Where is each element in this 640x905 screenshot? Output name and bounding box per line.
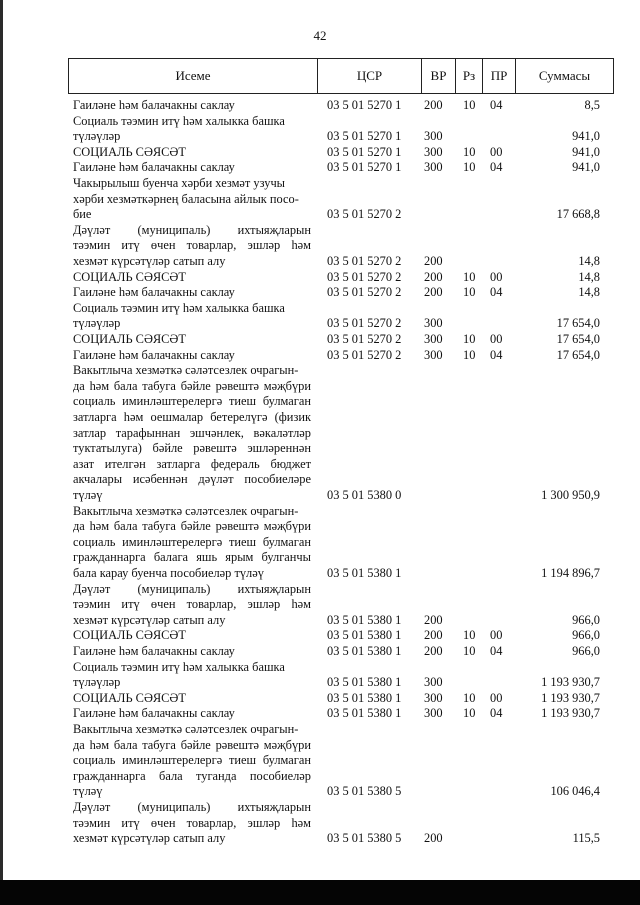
table-row [0, 192, 640, 207]
table-row [0, 472, 640, 487]
cell-vr: 300 [424, 144, 443, 159]
cell-csr: 03 5 01 5380 1 [327, 675, 402, 690]
cell-csr: 03 5 01 5270 2 [327, 285, 402, 300]
cell-name: тәэмин итү өчен товарлар, эшләр һәм [73, 238, 311, 253]
header-csr: ЦСР [317, 59, 421, 93]
cell-vr: 200 [424, 269, 443, 284]
table-row [0, 363, 640, 378]
cell-name: гражданнарга бала туганда пособиеләр [73, 768, 311, 783]
table-row [0, 691, 640, 706]
table-row [0, 426, 640, 441]
cell-sum: 17 654,0 [556, 347, 600, 362]
cell-sum: 941,0 [572, 144, 600, 159]
cell-name: түләүләр [73, 316, 121, 331]
cell-sum: 966,0 [572, 644, 600, 658]
cell-csr: 03 5 01 5270 2 [327, 347, 402, 362]
cell-name: Гаиләне һәм балачакны саклау [73, 160, 235, 175]
table-row [0, 301, 640, 316]
cell-name: социаль иминләштерелергә тиеш булмаган [73, 753, 311, 768]
cell-vr: 300 [424, 675, 443, 690]
header-pr: ПР [482, 59, 515, 93]
cell-name: социаль иминләштерелергә тиеш булмаган [73, 534, 311, 549]
table-row [0, 831, 640, 846]
cell-csr: 03 5 01 5270 1 [327, 160, 402, 175]
table-row [0, 316, 640, 331]
cell-name: Вакытлыча хезмәткә сәләтсезлек очрагын- [73, 363, 299, 378]
table-row [0, 410, 640, 425]
table-row [0, 660, 640, 675]
table-row [0, 176, 640, 191]
cell-name: хезмәт күрсәтүләр сатып алу [73, 831, 226, 846]
cell-sum: 115,5 [572, 831, 600, 846]
table-row [0, 519, 640, 534]
cell-name: хезмәт күрсәтүләр сатып алу [73, 254, 226, 268]
table-row [0, 706, 640, 721]
cell-pr: 04 [490, 285, 503, 300]
cell-name: социаль иминләштерелергә тиеш булмаган [73, 394, 311, 409]
cell-sum: 966,0 [572, 628, 600, 643]
cell-name: тәэмин итү өчен товарлар, эшләр һәм [73, 597, 311, 612]
cell-name: затларга һәм оешмалар бетерелүгә (физик [73, 410, 311, 424]
cell-rz: 10 [463, 706, 476, 721]
cell-name: да һәм бала табуга бәйле рәвештә мәҗбүри [73, 737, 311, 752]
cell-rz: 10 [463, 690, 476, 705]
cell-pr: 00 [490, 332, 503, 346]
cell-csr: 03 5 01 5380 1 [327, 628, 402, 643]
cell-sum: 941,0 [572, 160, 600, 175]
cell-sum: 106 046,4 [550, 784, 600, 799]
table-row [0, 332, 640, 347]
table-row [0, 582, 640, 597]
cell-pr: 04 [490, 160, 503, 175]
table-row [0, 207, 640, 222]
table-row [0, 784, 640, 799]
cell-vr: 300 [424, 347, 443, 362]
table-row [0, 223, 640, 238]
cell-sum: 1 193 930,7 [541, 690, 600, 705]
table-row [0, 722, 640, 737]
table-row [0, 441, 640, 456]
cell-vr: 300 [424, 316, 443, 331]
cell-name: СОЦИАЛЬ СӘЯСӘТ [73, 628, 186, 643]
cell-sum: 14,8 [578, 285, 600, 300]
cell-name: СОЦИАЛЬ СӘЯСӘТ [73, 269, 186, 284]
header-sum: Суммасы [515, 59, 613, 93]
table-row [0, 98, 640, 113]
cell-csr: 03 5 01 5380 1 [327, 644, 402, 658]
table-header [68, 58, 614, 94]
table-row [0, 160, 640, 175]
cell-csr: 03 5 01 5270 2 [327, 332, 402, 346]
cell-vr: 300 [424, 706, 443, 721]
table-row [0, 644, 640, 659]
cell-csr: 03 5 01 5380 5 [327, 831, 402, 846]
cell-rz: 10 [463, 144, 476, 159]
cell-rz: 10 [463, 98, 476, 112]
cell-vr: 200 [424, 831, 443, 846]
cell-vr: 300 [424, 160, 443, 175]
page-number: 42 [313, 28, 327, 43]
cell-name: да һәм бала табуга бәйле рәвештә мәҗбүри [73, 378, 311, 393]
cell-name: СОЦИАЛЬ СӘЯСӘТ [73, 144, 186, 159]
cell-csr: 03 5 01 5270 2 [327, 269, 402, 284]
table-row [0, 800, 640, 815]
cell-name: СОЦИАЛЬ СӘЯСӘТ [73, 332, 186, 346]
cell-rz: 10 [463, 332, 476, 346]
cell-name: туктатылуга) бәйле рәвештә эшләреннән [73, 441, 311, 456]
cell-rz: 10 [463, 347, 476, 362]
cell-name: Дәүләт (муниципаль) ихтыяҗларын [73, 581, 311, 596]
cell-vr: 200 [424, 644, 443, 658]
table-row [0, 504, 640, 519]
cell-name: акчалары исәбеннән дәүләт пособиеләре [73, 472, 311, 487]
cell-rz: 10 [463, 160, 476, 175]
table-row [0, 348, 640, 363]
cell-sum: 1 300 950,9 [541, 488, 600, 502]
table-row [0, 457, 640, 472]
cell-name: Социаль тәэмин итү һәм халыкка башка [73, 659, 285, 674]
table-row [0, 550, 640, 565]
header-rz: Рз [455, 59, 482, 93]
table-row [0, 254, 640, 269]
cell-csr: 03 5 01 5270 1 [327, 144, 402, 159]
cell-csr: 03 5 01 5270 1 [327, 129, 402, 144]
table-row [0, 738, 640, 753]
cell-sum: 14,8 [578, 254, 600, 268]
cell-name: түләүләр [73, 675, 121, 690]
cell-name: СОЦИАЛЬ СӘЯСӘТ [73, 690, 186, 705]
cell-name: хәрби хезмәткәрнең баласына айлык посо- [73, 191, 299, 206]
cell-sum: 1 193 930,7 [541, 675, 600, 690]
cell-name: гражданнарга балага яшь ярым булганчы [73, 550, 311, 565]
scan-bottom-edge [0, 880, 640, 905]
cell-csr: 03 5 01 5380 0 [327, 488, 402, 502]
cell-name: бала карау буенча пособиеләр түләү [73, 566, 264, 580]
table-row [0, 566, 640, 581]
cell-sum: 17 654,0 [556, 316, 600, 331]
cell-vr: 200 [424, 612, 443, 627]
cell-pr: 00 [490, 690, 503, 705]
cell-vr: 200 [424, 254, 443, 268]
cell-vr: 300 [424, 690, 443, 705]
table-row [0, 535, 640, 550]
table-row [0, 379, 640, 394]
table-row [0, 285, 640, 300]
cell-sum: 8,5 [584, 98, 600, 112]
cell-name: Вакытлыча хезмәткә сәләтсезлек очрагын- [73, 722, 299, 736]
cell-name: тәэмин итү өчен товарлар, эшләр һәм [73, 815, 311, 830]
table-row [0, 816, 640, 831]
cell-sum: 17 668,8 [556, 207, 600, 222]
table-row [0, 753, 640, 768]
cell-name: Социаль тәэмин итү һәм халыкка башка [73, 300, 285, 315]
table-row [0, 597, 640, 612]
cell-name: Гаиләне һәм балачакны саклау [73, 98, 235, 112]
table-row [0, 394, 640, 409]
cell-vr: 200 [424, 285, 443, 300]
cell-name: затлар тарафыннан эшчәнлек, вәкаләтләр [73, 425, 311, 440]
cell-pr: 04 [490, 706, 503, 721]
cell-name: Чакырылыш буенча хәрби хезмәт узучы [73, 176, 286, 190]
cell-name: Гаиләне һәм балачакны саклау [73, 706, 235, 721]
cell-pr: 00 [490, 269, 503, 284]
table-row [0, 129, 640, 144]
table-row [0, 613, 640, 628]
header-vr: ВР [421, 59, 455, 93]
cell-vr: 200 [424, 98, 443, 112]
cell-csr: 03 5 01 5270 2 [327, 316, 402, 331]
cell-pr: 00 [490, 144, 503, 159]
cell-name: хезмәт күрсәтүләр сатып алу [73, 612, 226, 627]
cell-name: Гаиләне һәм балачакны саклау [73, 285, 235, 300]
cell-name: Социаль тәэмин итү һәм халыкка башка [73, 113, 285, 128]
cell-csr: 03 5 01 5380 1 [327, 690, 402, 705]
cell-csr: 03 5 01 5380 1 [327, 612, 402, 627]
cell-pr: 00 [490, 628, 503, 643]
cell-sum: 14,8 [578, 269, 600, 284]
cell-sum: 17 654,0 [556, 332, 600, 346]
cell-rz: 10 [463, 285, 476, 300]
cell-name: Дәүләт (муниципаль) ихтыяҗларын [73, 800, 311, 814]
cell-sum: 966,0 [572, 612, 600, 627]
cell-name: Вакытлыча хезмәткә сәләтсезлек очрагын- [73, 503, 299, 518]
cell-sum: 1 193 930,7 [541, 706, 600, 721]
table-row [0, 769, 640, 784]
table-row [0, 238, 640, 253]
cell-rz: 10 [463, 628, 476, 643]
cell-csr: 03 5 01 5380 5 [327, 784, 402, 799]
cell-name: да һәм бала табуга бәйле рәвештә мәҗбүри [73, 519, 311, 534]
table-row [0, 270, 640, 285]
cell-csr: 03 5 01 5270 2 [327, 254, 402, 268]
cell-rz: 10 [463, 644, 476, 658]
cell-csr: 03 5 01 5270 1 [327, 98, 402, 112]
cell-sum: 1 194 896,7 [541, 566, 600, 580]
cell-pr: 04 [490, 98, 503, 112]
cell-name: Гаиләне һәм балачакны саклау [73, 644, 235, 658]
cell-csr: 03 5 01 5380 1 [327, 706, 402, 721]
cell-csr: 03 5 01 5380 1 [327, 566, 402, 580]
table-row [0, 114, 640, 129]
cell-vr: 300 [424, 129, 443, 144]
cell-vr: 300 [424, 332, 443, 346]
cell-name: Дәүләт (муниципаль) ихтыяҗларын [73, 222, 311, 237]
cell-name: бие [73, 207, 92, 222]
cell-sum: 941,0 [572, 129, 600, 144]
cell-csr: 03 5 01 5270 2 [327, 207, 402, 222]
cell-vr: 200 [424, 628, 443, 643]
table-row [0, 145, 640, 160]
cell-name: Гаиләне һәм балачакны саклау [73, 347, 235, 362]
cell-name: түләү [73, 784, 103, 799]
table-row [0, 628, 640, 643]
table-row [0, 488, 640, 503]
table-row [0, 675, 640, 690]
cell-name: азат ителгән затларга федераль бюджет [73, 456, 311, 471]
cell-name: түләүләр [73, 129, 121, 144]
cell-rz: 10 [463, 269, 476, 284]
header-name: Исеме [175, 68, 211, 83]
cell-name: түләү [73, 488, 103, 502]
cell-pr: 04 [490, 347, 503, 362]
cell-pr: 04 [490, 644, 503, 658]
